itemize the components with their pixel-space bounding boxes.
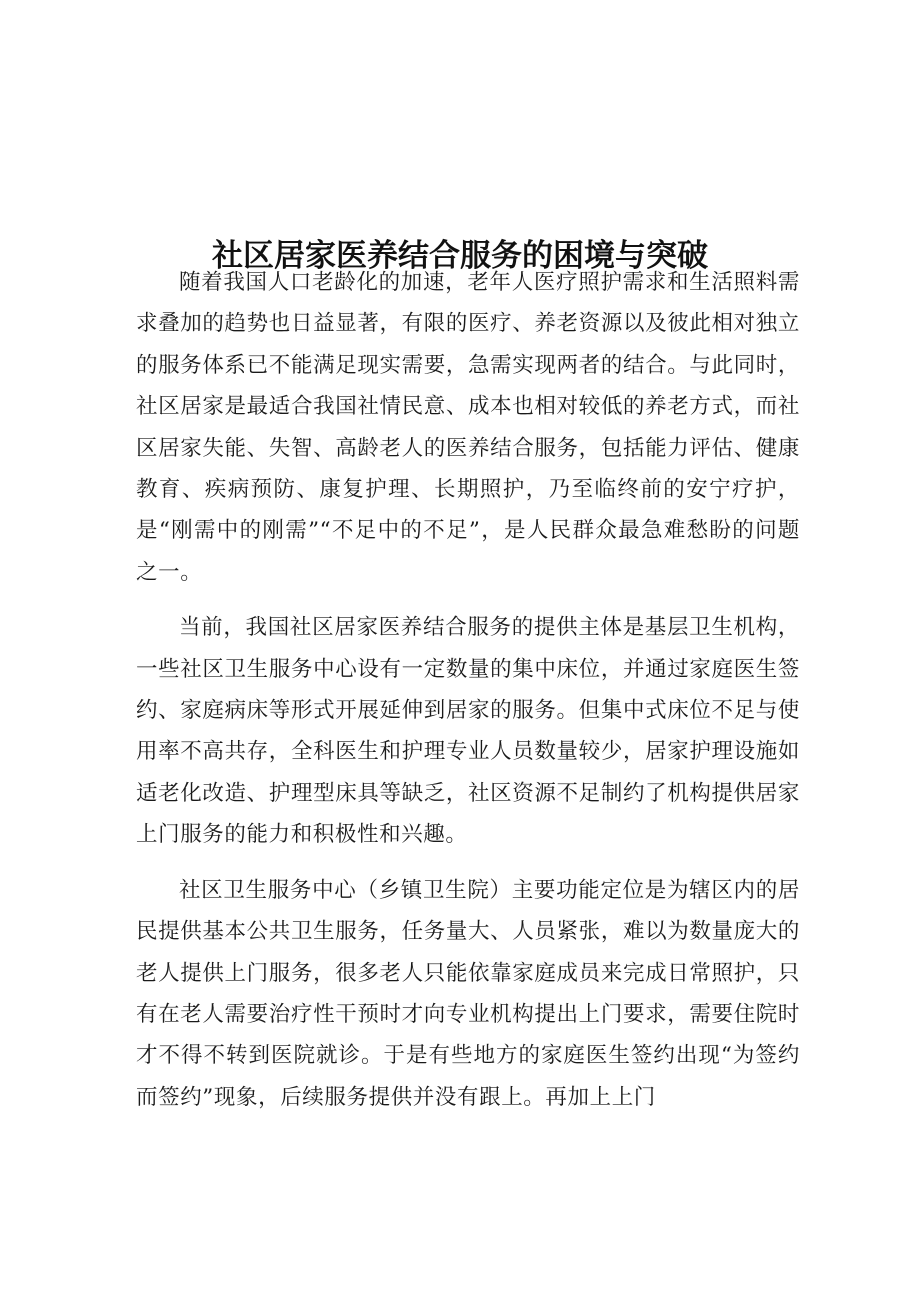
paragraph-1: 随着我国人口老龄化的加速，老年人医疗照护需求和生活照料需求叠加的趋势也日益显著，有限的医疗、养老资源以及彼此相对独立的服务体系已不能满足现实需要，急需实现两者的结合。与此同时，社区居家是最适合我国社情民意、成本也相对较低的养老方式，而社区居家失能、失智、高龄老人的医养结合服务，包括能力评估、健康教育、疾病预防、康复护理、长期照护，乃至临终前的安宁疗护，是“刚需中的刚需”“不足中的不足”，是人民群众最急难愁盼的问题之一。	[136, 270, 800, 585]
paragraph-2: 当前，我国社区居家医养结合服务的提供主体是基层卫生机构，一些社区卫生服务中心设有一定数量的集中床位，并通过家庭医生签约、家庭病床等形式开展延伸到居家的服务。但集中式床位不足与使用率不高共存，全科医生和护理专业人员数量较少，居家护理设施如适老化改造、护理型床具等缺乏，社区资源不足制约了机构提供居家上门服务的能力和积极性和兴趣。	[136, 615, 800, 848]
document-body	[136, 262, 800, 1118]
paragraph-3: 社区卫生服务中心（乡镇卫生院）主要功能定位是为辖区内的居民提供基本公共卫生服务，任务量大、人员紧张，难以为数量庞大的老人提供上门服务，很多老人只能依靠家庭成员来完成日常照护，只有在老人需要治疗性干预时才向专业机构提出上门要求，需要住院时才不得不转到医院就诊。于是有些地方的家庭医生签约出现“为签约而签约”现象，后续服务提供并没有跟上。再加上上门	[136, 877, 800, 1110]
document-title: 社区居家医养结合服务的困境与突破	[212, 237, 708, 274]
